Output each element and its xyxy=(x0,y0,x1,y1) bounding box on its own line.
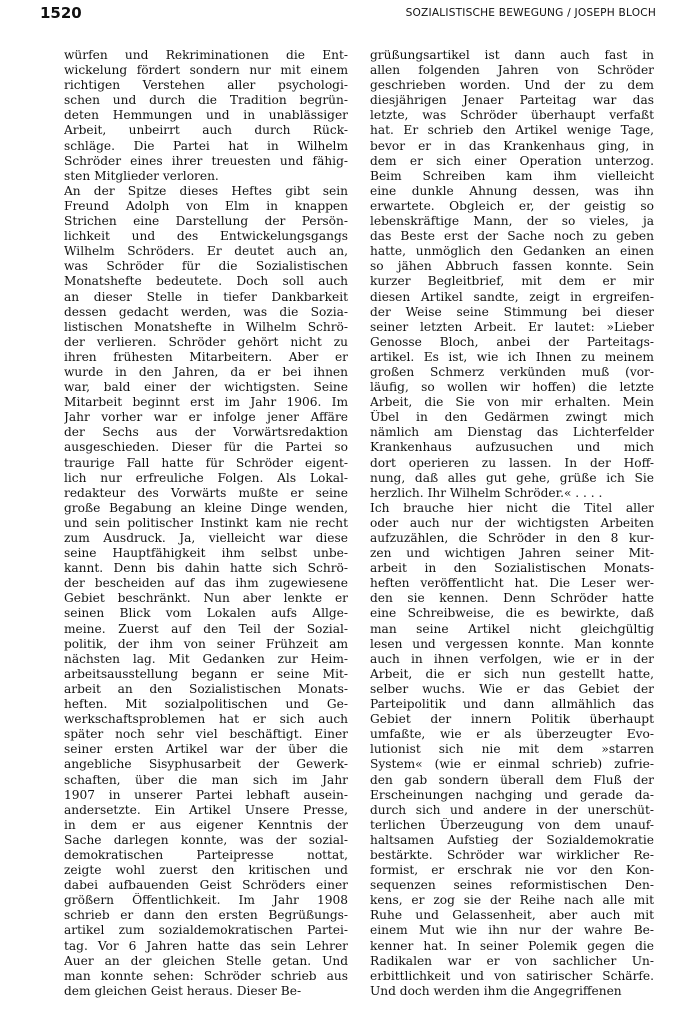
text-line: seiner letzten Arbeit. Er lautet: »Lieber xyxy=(370,319,654,334)
text-line: ihren frühesten Mitarbeitern. Aber er xyxy=(64,349,348,364)
text-line: terlichen Überzeugung von dem unauf- xyxy=(370,817,654,832)
text-line: allen folgenden Jahren von Schröder xyxy=(370,63,654,78)
text-line: nämlich am Dienstag das Lichterfelder xyxy=(370,425,654,440)
text-line: erwartete. Obgleich er, der geistig so xyxy=(370,198,654,213)
text-line: kurzer Begleitbrief, mit dem er mir xyxy=(370,274,654,289)
text-line: selber wuchs. Wie er das Gebiet der xyxy=(370,681,654,696)
text-line: erbittlichkeit und von satirischer Schärfe. xyxy=(370,968,654,983)
text-line: sequenzen seines reformistischen Den- xyxy=(370,878,654,893)
text-line: richtigen Verstehen aller psychologi- xyxy=(64,78,348,93)
text-line: Sache darlegen konnte, was der sozial- xyxy=(64,832,348,847)
text-line: den gab sondern überall dem Fluß der xyxy=(370,772,654,787)
text-line: heften. Mit sozialpolitischen und Ge- xyxy=(64,697,348,712)
text-line: Krankenhaus aufzusuchen und mich xyxy=(370,440,654,455)
text-line: größern Öffentlichkeit. Im Jahr 1908 xyxy=(64,893,348,908)
text-line: wickelung fördert sondern nur mit einem xyxy=(64,63,348,78)
text-line: Erscheinungen nachging und gerade da- xyxy=(370,787,654,802)
text-line: umfaßte, wie er als überzeugter Evo- xyxy=(370,727,654,742)
text-line: werkschaftsproblemen hat er sich auch xyxy=(64,712,348,727)
text-line: Arbeit, die Sie von mir erhalten. Mein xyxy=(370,395,654,410)
text-line: sten Mitglieder verloren. xyxy=(64,168,219,183)
text-line: Gebiet der innern Politik überhaupt xyxy=(370,712,654,727)
text-line: diesen Artikel sandte, zeigt in ergreifen- xyxy=(370,289,654,304)
text-line: Ich brauche hier nicht die Titel aller xyxy=(370,500,654,515)
text-line: lesen und vergessen konnte. Man konnte xyxy=(370,636,654,651)
text-line: traurige Fall hatte für Schröder eigent- xyxy=(64,455,348,470)
text-line: Parteipolitik und dann allmählich das xyxy=(370,697,654,712)
text-line: kannt. Denn bis dahin hatte sich Schrö- xyxy=(64,561,348,576)
text-line: einem Mut wie ihn nur der wahre Be- xyxy=(370,923,654,938)
text-line: lich nur erfreuliche Folgen. Als Lokal- xyxy=(64,470,348,485)
text-line: diesjährigen Jenaer Parteitag war das xyxy=(370,93,654,108)
text-line: tag. Vor 6 Jahren hatte das sein Lehrer xyxy=(64,938,348,953)
text-line: aufzuzählen, die Schröder in den 8 kur- xyxy=(370,531,654,545)
text-line: Freund Adolph von Elm in knappen xyxy=(64,198,348,213)
text-line: zen und wichtigen Jahren seiner Mit- xyxy=(370,546,654,561)
text-line: Ruhe und Gelassenheit, aber auch mit xyxy=(370,908,654,923)
text-line: dem gleichen Geist heraus. Dieser Be- xyxy=(64,983,302,998)
text-line: in dem er aus eigener Kenntnis der xyxy=(64,817,348,832)
text-line: Schröder eines ihrer treuesten und fähig- xyxy=(64,153,348,168)
text-line: man seine Artikel nicht gleichgültig xyxy=(370,621,654,636)
text-line: den sie kennen. Denn Schröder hatte xyxy=(370,591,654,606)
text-line: Und doch werden ihm die Angegriffenen xyxy=(370,983,622,998)
text-line: Mitarbeit beginnt erst im Jahr 1906. Im xyxy=(64,395,348,410)
text-line: und sein politischer Instinkt kam nie recht xyxy=(64,515,348,530)
text-line: geschrieben worden. Und der zu dem xyxy=(370,78,654,93)
text-line: man konnte sehen: Schröder schrieb aus xyxy=(64,968,348,983)
text-line: ausgeschieden. Dieser für die Partei so xyxy=(64,440,348,455)
text-line: an dieser Stelle in tiefer Dankbarkeit xyxy=(64,289,348,304)
text-line: schläge. Die Partei hat in Wilhelm xyxy=(64,138,348,153)
text-line: der Sechs aus der Vorwärtsredaktion xyxy=(64,425,348,440)
right-column xyxy=(370,48,654,999)
text-line: Arbeit, unbeirrt auch durch Rück- xyxy=(64,123,348,138)
text-line: nung, daß alles gut gehe, grüße ich Sie xyxy=(370,470,654,485)
text-line: lichkeit und des Entwickelungsgangs xyxy=(64,229,348,244)
text-line: bevor er in das Krankenhaus ging, in xyxy=(370,138,654,153)
text-line: politik, der ihm von seiner Frühzeit am xyxy=(64,636,348,651)
text-line: eine dunkle Ahnung dessen, was ihn xyxy=(370,183,654,198)
text-line: Wilhelm Schröders. Er deutet auch an, xyxy=(64,244,348,259)
text-line: kens, er zog sie der Reihe nach alle mit xyxy=(370,893,654,908)
text-line: dort operieren zu lassen. In der Hoff- xyxy=(370,455,654,470)
left-column xyxy=(64,48,348,999)
text-line: Strichen eine Darstellung der Persön- xyxy=(64,214,348,229)
text-line: heften veröffentlicht hat. Die Leser wer- xyxy=(370,576,654,591)
text-line: oder auch nur der wichtigsten Arbeiten xyxy=(370,515,654,530)
text-line: System« (wie er einmal schrieb) zufrie- xyxy=(370,757,654,772)
text-line: auch in ihnen verfolgen, wie er in der xyxy=(370,651,654,666)
text-line: durch sich und andere in der unerschüt- xyxy=(370,802,654,817)
text-line: der bescheiden auf das ihm zugewiesene xyxy=(64,576,348,591)
text-line: kenner hat. In seiner Polemik gegen die xyxy=(370,938,654,953)
text-line: herzlich. Ihr Wilhelm Schröder.« . . . . xyxy=(370,485,603,500)
text-line: wurde in den Jahren, da er bei ihnen xyxy=(64,364,348,379)
text-line: nächsten lag. Mit Gedanken zur Heim- xyxy=(64,651,348,666)
text-line: seiner ersten Artikel war der über die xyxy=(64,742,348,757)
text-line: Monatshefte bedeutete. Doch soll auch xyxy=(64,274,348,289)
text-line: An der Spitze dieses Heftes gibt sein xyxy=(64,183,348,198)
text-line: meine. Zuerst auf den Teil der Sozial- xyxy=(64,621,348,636)
text-line: seine Hauptfähigkeit ihm selbst unbe- xyxy=(64,546,348,561)
text-line: so jähen Abbruch fassen konnte. Sein xyxy=(370,259,654,274)
text-line: letzte, was Schröder überhaupt verfaßt xyxy=(370,108,654,123)
text-line: arbeitsausstellung begann er seine Mit- xyxy=(64,666,348,681)
text-line: würfen und Rekriminationen die Ent- xyxy=(64,48,348,62)
text-line: schrieb er dann den ersten Begrüßungs- xyxy=(64,908,348,923)
text-line: hat. Er schrieb den Artikel wenige Tage, xyxy=(370,123,654,138)
text-line: andersetzte. Ein Artikel Unsere Presse, xyxy=(64,802,348,817)
text-line: formist, er erschrak nie vor den Kon- xyxy=(370,863,654,878)
text-line: zum Ausdruck. Ja, vielleicht war diese xyxy=(64,531,348,545)
text-line: artikel. Es ist, wie ich Ihnen zu meinem xyxy=(370,349,654,364)
text-line: was Schröder für die Sozialistischen xyxy=(64,259,348,274)
text-line: demokratischen Parteipresse nottat, xyxy=(64,847,348,862)
text-line: Jahr vorher war er infolge jener Affäre xyxy=(64,410,348,425)
running-title: SOZIALISTISCHE BEWEGUNG / JOSEPH BLOCH xyxy=(405,7,656,19)
text-line: lutionist sich nie mit dem »starren xyxy=(370,742,654,757)
text-line: haltsamen Aufstieg der Sozialdemokratie xyxy=(370,832,654,847)
text-line: grüßungsartikel ist dann auch fast in xyxy=(370,48,654,62)
text-line: Auer an der gleichen Stelle getan. Und xyxy=(64,953,348,968)
text-line: schen und durch die Tradition begrün- xyxy=(64,93,348,108)
text-line: dabei aufbauenden Geist Schröders einer xyxy=(64,878,348,893)
text-line: hatte, unmöglich den Gedanken an einen xyxy=(370,244,654,259)
text-line: arbeit an den Sozialistischen Monats- xyxy=(64,681,348,696)
text-line: zeigte wohl zuerst den kritischen und xyxy=(64,863,348,878)
text-line: später noch sehr viel beschäftigt. Einer xyxy=(64,727,348,742)
text-line: bestärkte. Schröder war wirklicher Re- xyxy=(370,847,654,862)
text-line: Übel in den Gedärmen zwingt mich xyxy=(370,410,654,425)
text-line: 1907 in unserer Partei lebhaft ausein- xyxy=(64,787,348,802)
text-line: seinen Blick vom Lokalen aufs Allge- xyxy=(64,606,348,621)
text-line: Radikalen war er von sachlicher Un- xyxy=(370,953,654,968)
text-line: großen Schmerz verkünden muß (vor- xyxy=(370,364,654,379)
text-line: deten Hemmungen und in unablässiger xyxy=(64,108,348,123)
text-line: das Beste erst der Sache noch zu geben xyxy=(370,229,654,244)
text-line: listischen Monatshefte in Wilhelm Schrö- xyxy=(64,319,348,334)
text-line: lebenskräftige Mann, der so vieles, ja xyxy=(370,214,654,229)
text-line: Arbeit, die er sich nun gestellt hatte, xyxy=(370,666,654,681)
text-line: eine Schreibweise, die es bewirkte, daß xyxy=(370,606,654,621)
text-line: dem er sich einer Operation unterzog. xyxy=(370,153,654,168)
text-line: schaften, über die man sich im Jahr xyxy=(64,772,348,787)
text-line: Beim Schreiben kam ihm vielleicht xyxy=(370,168,654,183)
text-line: dessen gedacht werden, was die Sozia- xyxy=(64,304,348,319)
text-line: läufig, so wollen wir hoffen) die letzte xyxy=(370,380,654,395)
text-line: der Weise seine Stimmung bei dieser xyxy=(370,304,654,319)
text-line: Gebiet beschränkt. Nun aber lenkte er xyxy=(64,591,348,606)
page-number: 1520 xyxy=(40,4,82,22)
text-line: große Begabung an kleine Dinge wenden, xyxy=(64,500,348,515)
text-line: artikel zum sozialdemokratischen Partei- xyxy=(64,923,348,938)
text-line: Genosse Bloch, anbei der Parteitags- xyxy=(370,334,654,349)
text-line: angebliche Sisyphusarbeit der Gewerk- xyxy=(64,757,348,772)
text-line: redakteur des Vorwärts mußte er seine xyxy=(64,485,348,500)
text-line: war, bald einer der wichtigsten. Seine xyxy=(64,380,348,395)
text-line: der verlieren. Schröder gehört nicht zu xyxy=(64,334,348,349)
text-line: arbeit in den Sozialistischen Monats- xyxy=(370,561,654,576)
